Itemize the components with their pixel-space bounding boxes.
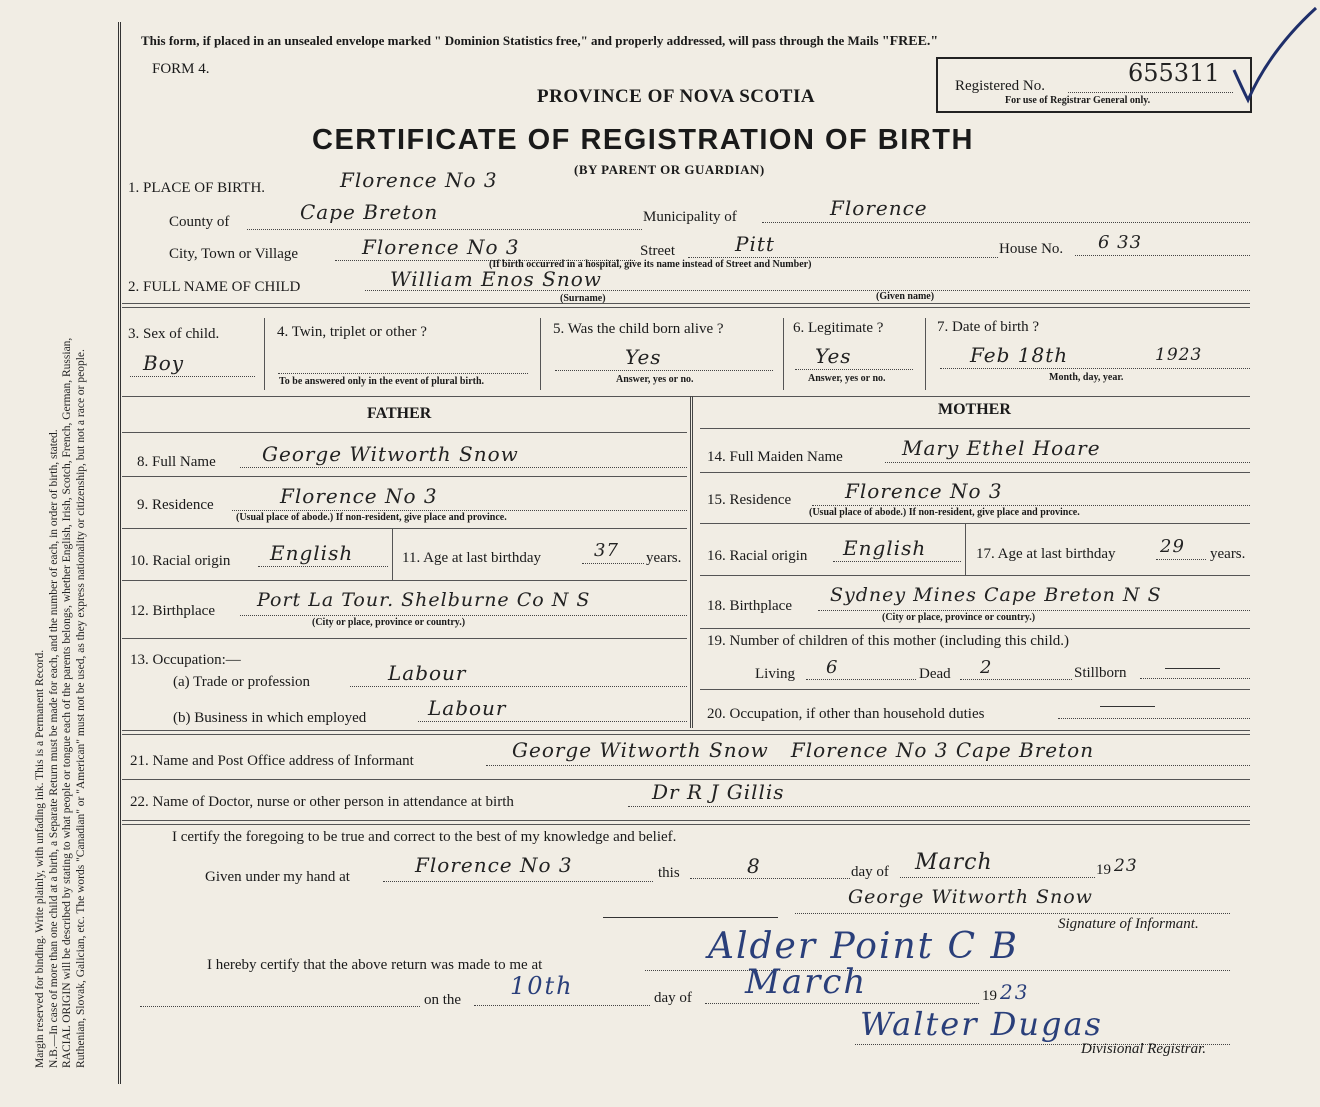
father-age-value: 37 — [594, 540, 619, 561]
margin-instructions — [34, 338, 88, 1068]
mother-dead-value: 2 — [980, 657, 993, 678]
registrar-dayof-label: day of — [654, 990, 692, 1006]
mother-living-label: Living — [755, 666, 795, 682]
doctor-label: 22. Name of Doctor, nurse or other person in attendance at birth — [130, 794, 514, 810]
mother-age-label: 17. Age at last birthday — [976, 546, 1116, 562]
father-race-label: 10. Racial origin — [130, 553, 231, 569]
father-rule-5 — [122, 638, 687, 639]
given-month-dotline — [900, 877, 1095, 878]
alive-dotline — [555, 370, 773, 371]
registered-label: Registered No. — [955, 78, 1045, 94]
legitimate-value: Yes — [815, 344, 852, 368]
mother-rule-4 — [700, 575, 1250, 576]
house-label: House No. — [999, 241, 1064, 257]
father-name-label: 8. Full Name — [137, 454, 216, 470]
mother-dead-dotline — [960, 679, 1072, 680]
father-heading: FATHER — [367, 405, 432, 422]
registrar-month-value: March — [745, 962, 868, 1002]
mother-dead-label: Dead — [919, 666, 951, 682]
registrar-on-label: on the — [424, 992, 462, 1008]
mother-birthplace-label: 18. Birthplace — [707, 598, 792, 614]
father-business-value: Labour — [428, 696, 507, 720]
rule-after-parents-2 — [122, 734, 1250, 735]
father-trade-value: Labour — [388, 661, 467, 685]
row3-divider-1 — [264, 318, 265, 390]
city-label: City, Town or Village — [169, 246, 299, 262]
informant-sig-dotline — [795, 913, 1230, 914]
father-birthplace-label: 12. Birthplace — [130, 603, 215, 619]
certificate-subtitle: (BY PARENT OR GUARDIAN) — [574, 162, 765, 177]
mother-rule-1 — [700, 428, 1250, 429]
mother-children-label: 19. Number of children of this mother (including this child.) — [707, 633, 1070, 649]
certificate-title: CERTIFICATE OF REGISTRATION OF BIRTH — [312, 124, 974, 156]
mother-residence-label: 15. Residence — [707, 492, 792, 508]
street-dotline — [688, 257, 998, 258]
mother-name-label: 14. Full Maiden Name — [707, 449, 843, 465]
mother-occupation-label: 20. Occupation, if other than household duties — [707, 706, 985, 722]
given-name-note: (Given name) — [876, 291, 935, 302]
dob-note: Month, day, year. — [1049, 372, 1124, 383]
rule-after-doctor-1 — [122, 820, 1250, 821]
father-age-divider — [392, 528, 393, 580]
mother-race-value: English — [843, 536, 927, 560]
legitimate-note: Answer, yes or no. — [808, 373, 886, 384]
registered-note: For use of Registrar General only. — [1005, 95, 1151, 106]
mother-birthplace-value: Sydney Mines Cape Breton N S — [830, 584, 1162, 606]
twin-label: 4. Twin, triplet or other ? — [277, 324, 427, 340]
alive-value: Yes — [625, 345, 662, 369]
father-rule-1 — [122, 432, 687, 433]
registrar-text: I hereby certify that the above return was made to me at — [207, 957, 543, 973]
informant-sig-label: Signature of Informant. — [1058, 916, 1199, 932]
mother-living-dotline — [806, 679, 916, 680]
house-dotline — [1075, 255, 1250, 256]
father-name-dotline — [240, 467, 687, 468]
dob-value: Feb 18th — [970, 343, 1069, 367]
registered-number: 655311 — [1128, 59, 1220, 87]
mother-race-label: 16. Racial origin — [707, 548, 808, 564]
given-place-value: Florence No 3 — [415, 853, 573, 877]
check-mark-stroke — [1234, 8, 1316, 100]
mother-heading: MOTHER — [938, 401, 1011, 418]
informant-dotline — [486, 765, 1250, 766]
given-place-dotline — [383, 881, 653, 882]
rule-after-parents-1 — [122, 730, 1250, 731]
mother-age-dotline — [1156, 559, 1206, 560]
mother-years-label: years. — [1210, 546, 1246, 562]
mother-birthplace-dotline — [818, 610, 1250, 611]
given-day-dotline — [690, 878, 850, 879]
father-rule-3 — [122, 528, 687, 529]
row3-divider-2 — [540, 318, 541, 390]
registrar-year-value: 23 — [1000, 980, 1030, 1004]
father-residence-label: 9. Residence — [137, 497, 214, 513]
municipality-value: Florence — [830, 196, 928, 220]
father-business-label: (b) Business in which employed — [173, 710, 367, 726]
registered-dotline — [1068, 92, 1233, 93]
given-dayof-label: day of — [851, 864, 889, 880]
mother-rule-3 — [700, 523, 1250, 524]
registrar-lead-dotline — [140, 1006, 420, 1007]
mother-age-value: 29 — [1160, 536, 1185, 557]
alive-label: 5. Was the child born alive ? — [553, 321, 724, 337]
registrar-sig-label: Divisional Registrar. — [1081, 1041, 1207, 1057]
registrar-day-dotline — [474, 1005, 650, 1006]
binding-rule — [118, 22, 121, 1084]
mother-residence-note: (Usual place of abode.) If non-resident, give place and province. — [809, 507, 1080, 518]
father-name-value: George Witworth Snow — [262, 442, 519, 466]
given-year-prefix: 19 — [1096, 862, 1111, 878]
father-occupation-label: 13. Occupation:— — [130, 652, 241, 668]
province-heading: PROVINCE OF NOVA SCOTIA — [537, 86, 816, 107]
rule-after-name-1 — [122, 303, 1250, 304]
father-residence-note: (Usual place of abode.) If non-resident, give place and province. — [236, 512, 507, 523]
child-name-value: William Enos Snow — [390, 267, 602, 291]
margin-line-4: Ruthenian, Slovak, Galician, etc. The words "Canadian" or "American" must not be used, as they express nationality or citizenship, but not a race or people. — [74, 349, 87, 1068]
dob-dotline — [940, 368, 1250, 369]
father-residence-dotline — [232, 510, 687, 511]
mother-age-divider — [965, 523, 966, 575]
father-age-dotline — [582, 563, 644, 564]
mother-rule-2 — [700, 472, 1250, 473]
father-race-dotline — [258, 566, 388, 567]
check-mark — [1230, 0, 1320, 110]
sex-label: 3. Sex of child. — [128, 326, 220, 342]
alive-note: Answer, yes or no. — [616, 374, 694, 385]
row3-divider-4 — [925, 318, 926, 390]
margin-line-2: N.B.—In case of more than one child at a birth, a Separate Return must be made for each, and the number of each, in order of birth, stated. — [47, 429, 60, 1068]
father-years-label: years. — [646, 550, 682, 566]
mother-stillborn-dash — [1165, 668, 1220, 669]
dob-label: 7. Date of birth ? — [937, 319, 1040, 335]
form-number: FORM 4. — [152, 61, 210, 77]
twin-dotline — [278, 373, 528, 374]
father-residence-value: Florence No 3 — [280, 484, 438, 508]
margin-line-1: Margin reserved for binding. Write plainly, with unfading ink. This is a Permanent Record. — [34, 649, 46, 1068]
place-label: 1. PLACE OF BIRTH. — [128, 180, 266, 196]
given-this-label: this — [658, 865, 680, 881]
registered-box — [936, 57, 1252, 113]
registrar-place-dotline — [645, 970, 1230, 971]
place-value: Florence No 3 — [340, 168, 498, 192]
rule-after-row3 — [122, 396, 1250, 397]
county-label: County of — [169, 214, 230, 230]
given-month-value: March — [915, 850, 993, 875]
surname-note: (Surname) — [560, 293, 606, 304]
margin-line-3: RACIAL ORIGIN will be described by stating to what people or tongue each of the parents belongs, whether English, Irish, Scotch, French, German, Russian, — [61, 337, 73, 1068]
legitimate-dotline — [795, 369, 913, 370]
house-value: 6 33 — [1098, 232, 1143, 253]
mother-name-value: Mary Ethel Hoare — [902, 436, 1101, 460]
father-age-label: 11. Age at last birthday — [402, 550, 541, 566]
registrar-place-value: Alder Point C B — [708, 926, 1020, 967]
street-label: Street — [640, 243, 675, 259]
mother-rule-6 — [700, 689, 1250, 690]
given-day-value: 8 — [747, 854, 761, 878]
mother-living-value: 6 — [826, 657, 839, 678]
informant-value: George Witworth Snow Florence No 3 Cape Breton — [512, 738, 1095, 762]
informant-label: 21. Name and Post Office address of Informant — [130, 753, 414, 769]
father-rule-2 — [122, 476, 687, 477]
mother-birthplace-note: (City or place, province or country.) — [882, 612, 1036, 623]
sex-value: Boy — [143, 351, 185, 375]
mother-rule-5 — [700, 628, 1250, 629]
father-birthplace-note: (City or place, province or country.) — [312, 617, 466, 628]
father-trade-dotline — [350, 686, 687, 687]
county-value: Cape Breton — [300, 200, 439, 224]
rule-after-name-2 — [122, 307, 1250, 308]
registrar-day-value: 10th — [510, 972, 574, 1000]
registrar-month-dotline — [705, 1003, 979, 1004]
parents-divider — [690, 396, 693, 728]
mother-stillborn-dotline — [1140, 678, 1250, 679]
city-value: Florence No 3 — [362, 235, 520, 259]
father-trade-label: (a) Trade or profession — [173, 674, 311, 690]
registrar-signature: Walter Dugas — [860, 1005, 1103, 1043]
mother-name-dotline — [885, 462, 1250, 463]
father-birthplace-value: Port La Tour. Shelburne Co N S — [257, 589, 591, 611]
mother-residence-dotline — [812, 505, 1250, 506]
mother-occupation-dotline — [1058, 718, 1250, 719]
municipality-dotline — [762, 222, 1250, 223]
father-birthplace-dotline — [240, 615, 687, 616]
municipality-label: Municipality of — [643, 209, 737, 225]
mail-notice-text: This form, if placed in an unsealed envelope marked " Dominion Statistics free," and properly addressed, will pass through the Mails — [141, 33, 882, 48]
mother-race-dotline — [833, 561, 961, 562]
informant-signature: George Witworth Snow — [848, 886, 1093, 908]
mother-residence-value: Florence No 3 — [845, 479, 1003, 503]
father-business-dotline — [418, 721, 687, 722]
doctor-dotline — [628, 806, 1250, 807]
father-rule-4 — [122, 580, 687, 581]
child-name-label: 2. FULL NAME OF CHILD — [128, 279, 301, 295]
street-value: Pitt — [735, 232, 775, 256]
county-dotline — [247, 229, 642, 230]
sex-dotline — [130, 376, 255, 377]
certify-text: I certify the foregoing to be true and correct to the best of my knowledge and belief. — [172, 829, 677, 845]
mail-notice — [141, 33, 938, 50]
father-race-value: English — [270, 541, 354, 565]
registrar-year-prefix: 19 — [982, 988, 997, 1004]
twin-note: To be answered only in the event of plural birth. — [279, 376, 485, 387]
mother-stillborn-label: Stillborn — [1074, 665, 1127, 681]
rule-after-doctor-2 — [122, 824, 1250, 825]
given-label: Given under my hand at — [205, 869, 350, 885]
legitimate-label: 6. Legitimate ? — [793, 320, 884, 336]
mail-notice-free: "FREE." — [881, 34, 939, 49]
informant-sig-blank — [603, 917, 778, 918]
hospital-note: (If birth occurred in a hospital, give its name instead of Street and Number) — [489, 259, 812, 270]
dob-year: 1923 — [1155, 345, 1203, 365]
row3-divider-3 — [783, 318, 784, 390]
mother-occupation-dash — [1100, 706, 1155, 707]
doctor-value: Dr R J Gillis — [652, 780, 785, 804]
given-year-value: 23 — [1114, 856, 1138, 876]
